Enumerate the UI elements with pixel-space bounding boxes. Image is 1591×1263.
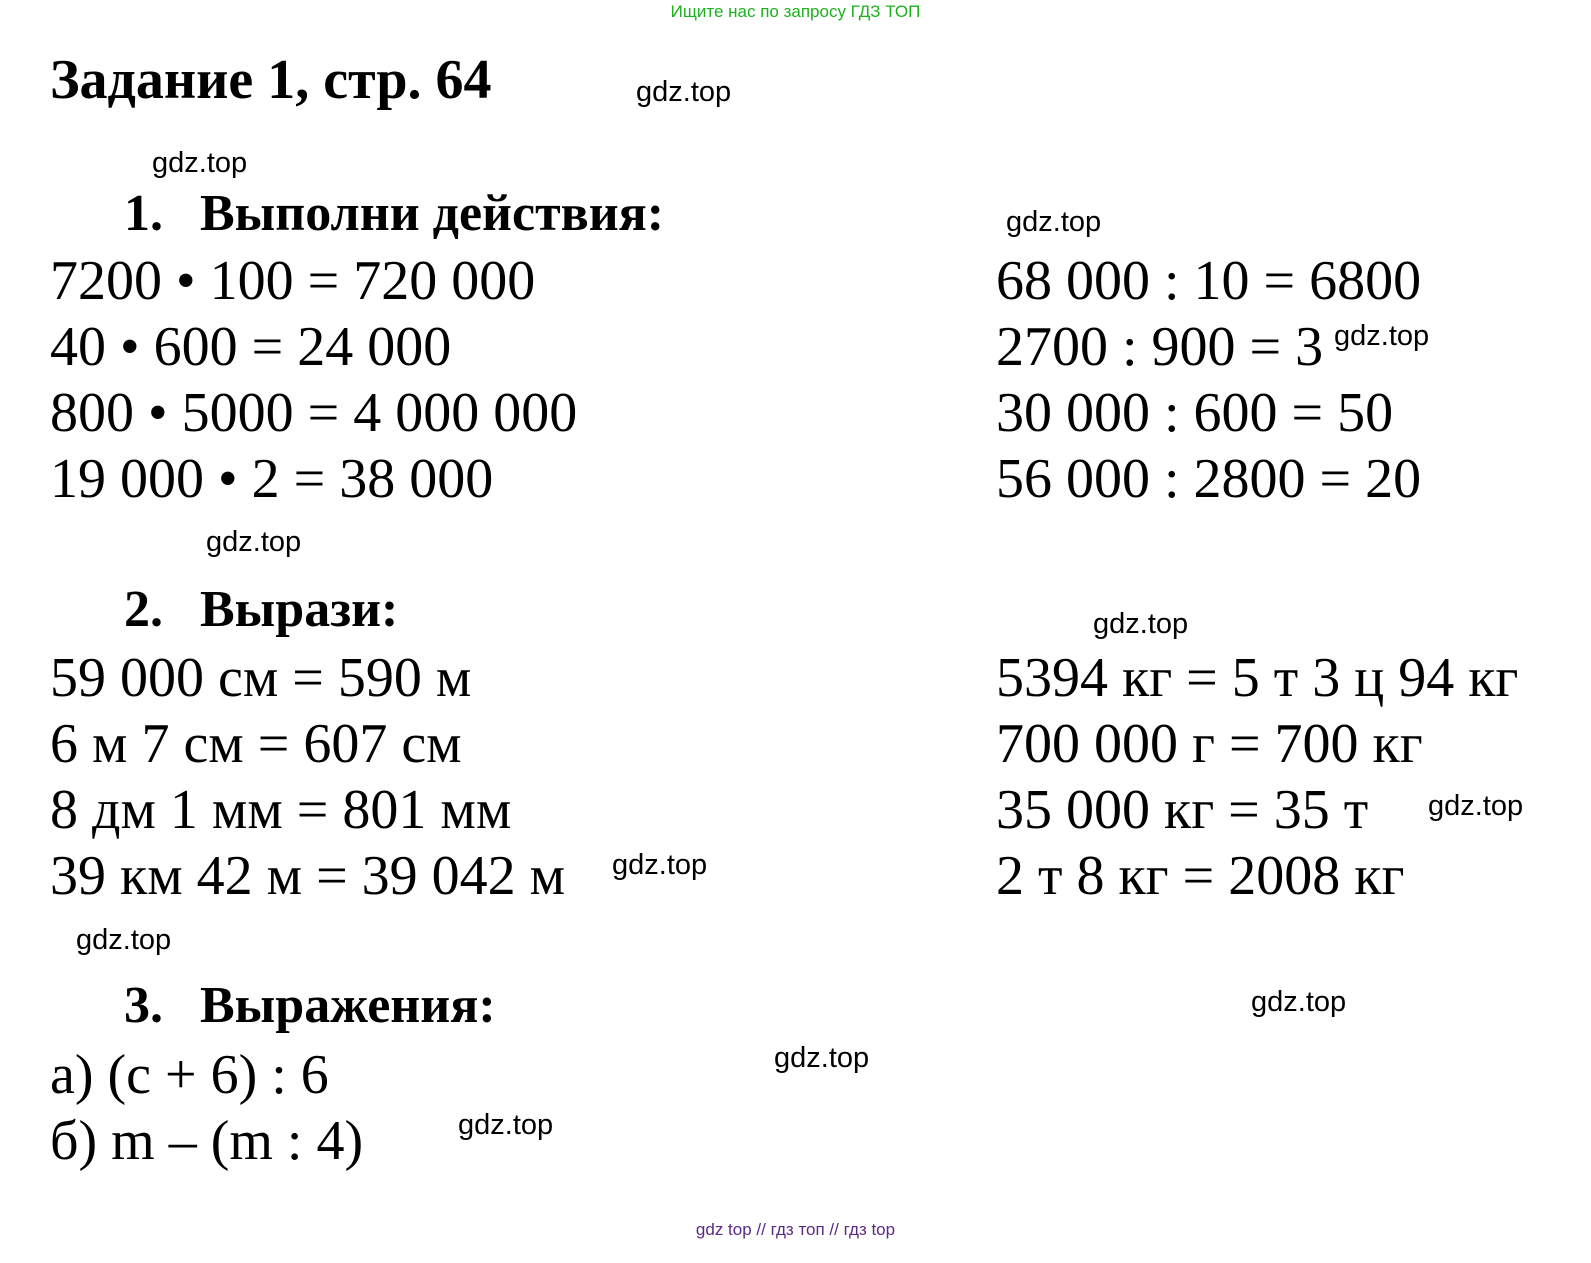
section-heading-1 [124,185,665,242]
equation-line: 800 • 5000 = 4 000 000 [50,382,578,444]
equation-line: 39 км 42 м = 39 042 м [50,845,566,907]
equation-line: 7200 • 100 = 720 000 [50,250,536,312]
watermark: gdz.top [1251,986,1347,1018]
section-heading-2 [124,581,399,638]
section-title: Выполни действия: [200,185,665,242]
equation-line: 68 000 : 10 = 6800 [996,250,1422,312]
expression-line: б) m – (m : 4) [50,1110,364,1172]
section-number: 3. [124,977,163,1034]
equation-line: 40 • 600 = 24 000 [50,316,452,378]
watermark: gdz.top [152,147,248,179]
footer-note: gdz top // гдз топ // гдз top [695,1220,896,1239]
watermark: gdz.top [774,1042,870,1074]
section-number: 2. [124,581,163,638]
page-title: Задание 1, стр. 64 [50,49,492,111]
equation-line: 59 000 см = 590 м [50,647,472,709]
watermark: gdz.top [458,1109,554,1141]
equation-line: 700 000 г = 700 кг [996,713,1423,775]
section-heading-3 [124,977,496,1034]
watermark: gdz.top [76,924,172,956]
equation-line: 2 т 8 кг = 2008 кг [996,845,1405,907]
watermark: gdz.top [1334,320,1430,352]
header-note: Ищите нас по запросу ГДЗ ТОП [670,2,921,21]
equation-line: 6 м 7 см = 607 см [50,713,462,775]
watermark: gdz.top [206,526,302,558]
equation-line: 2700 : 900 = 3 [996,316,1324,378]
section-title: Вырази: [200,581,399,638]
section-title: Выражения: [200,977,496,1034]
equation-line: 5394 кг = 5 т 3 ц 94 кг [996,647,1519,709]
equation-line: 35 000 кг = 35 т [996,779,1369,841]
equation-line: 30 000 : 600 = 50 [996,382,1394,444]
watermark: gdz.top [1428,790,1524,822]
section-number: 1. [124,185,163,242]
watermark: gdz.top [1093,608,1189,640]
equation-line: 8 дм 1 мм = 801 мм [50,779,512,841]
watermark: gdz.top [612,849,708,881]
equation-line: 56 000 : 2800 = 20 [996,448,1422,510]
watermark: gdz.top [636,76,732,108]
expression-line: а) (c + 6) : 6 [50,1044,329,1106]
watermark: gdz.top [1006,206,1102,238]
equation-line: 19 000 • 2 = 38 000 [50,448,494,510]
